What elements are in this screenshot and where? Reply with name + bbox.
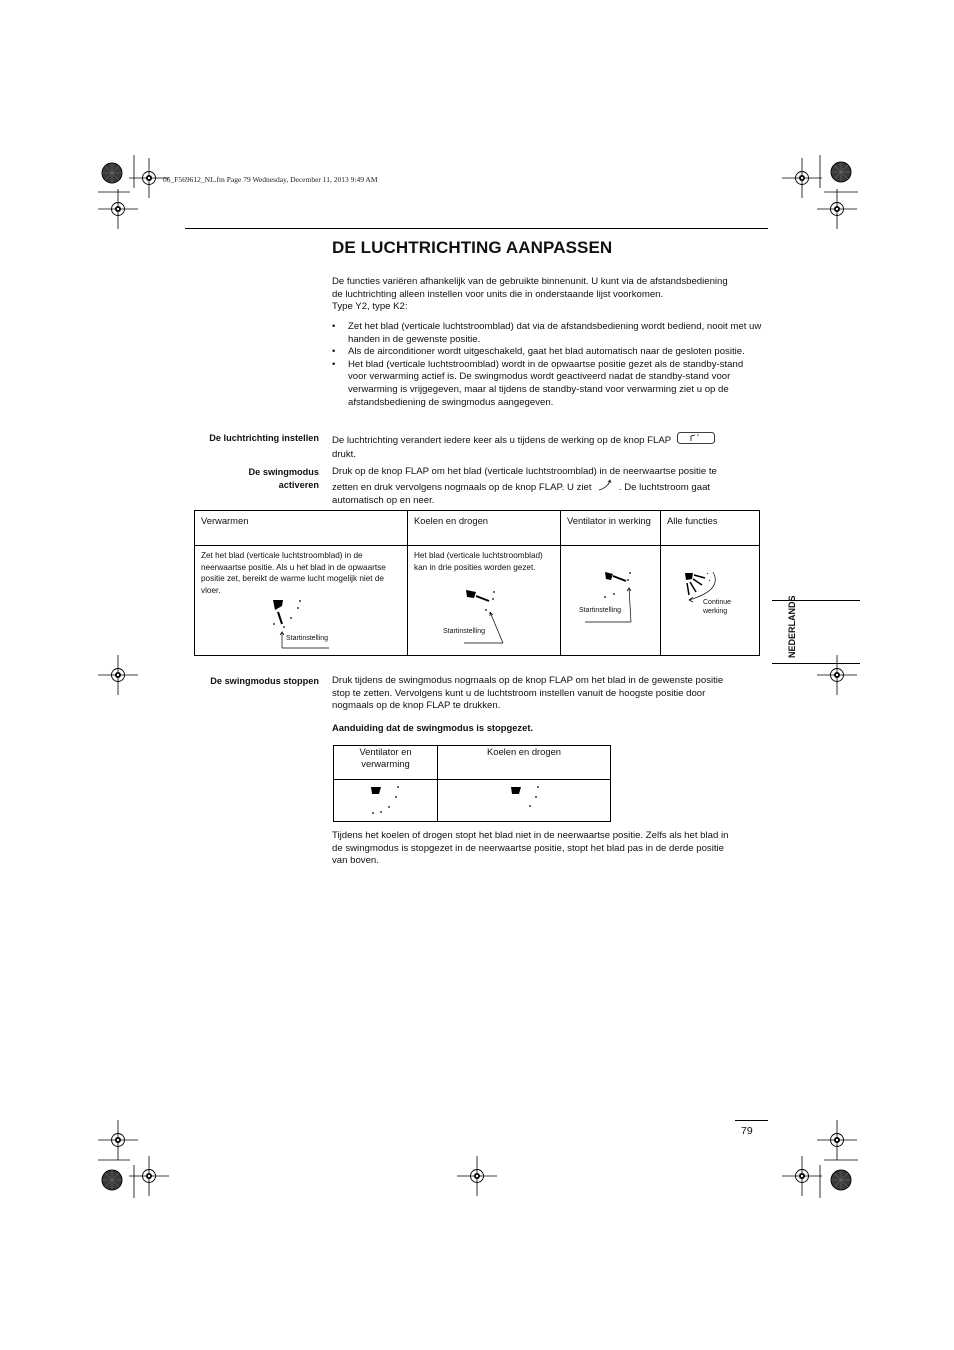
page-number: 79: [741, 1125, 753, 1137]
cell-verwarmen: Zet het blad (verticale luchtstroomblad) in de neerwaartse positie. Als u het blad in de opwaartse positie zet, bereikt de warme lucht mogelijk niet de vloer. Startinstelling: [195, 546, 408, 656]
mode-table: [194, 510, 760, 656]
col-header-ventilator: Ventilator in werking: [567, 515, 651, 526]
start-label: Startinstelling: [579, 607, 622, 614]
language-tab: [772, 600, 860, 664]
fan-vane-figure: [575, 570, 655, 626]
flap-button-icon: [677, 432, 715, 449]
col-header-koelen: Koelen en drogen: [414, 515, 489, 526]
cooling-vane-figure: [464, 588, 544, 650]
top-rule: [185, 228, 768, 229]
cell-koelen: Het blad (verticale luchtstroomblad) kan in drie posities worden gezet. Startinstelling: [408, 546, 561, 656]
print-header: 06_F569612_NL.fm Page 79 Wednesday, December 11, 2013 9:49 AM: [163, 175, 378, 184]
intro-line: de luchtrichting alleen instellen voor units die in onderstaande lijst voorkomen.: [332, 288, 664, 300]
stoppen-paragraph: Druk tijdens de swingmodus nogmaals op de knop FLAP om het blad in de gewenste positie stop te zetten. Vervolgens kunt u de luchtstroom instellen vanuit de hoogste positie door nogmaals op de knop FLAP te drukken.: [332, 675, 724, 712]
intro-line: Type Y2, type K2:: [332, 301, 408, 313]
closing-paragraph: Tijdens het koelen of drogen stopt het blad niet in de neerwaartse positie. Zelfs als het blad in de swingmodus is stopgezet in de neerwaartse positie, stopt het blad pas in de derde positie van boven.: [332, 830, 729, 867]
section-label-stoppen: De swingmodus stoppen: [210, 676, 319, 686]
bullet-item: • Zet het blad (verticale luchtstroomblad) dat via de afstandsbediening wordt bediend, nooit met uw handen in de gewenste positie.: [332, 321, 762, 345]
stop-vane-figure-cooling: [510, 785, 550, 821]
intro-line: De functies variëren afhankelijk van de gebruikte binnenunit. U kunt via de afstandsbediening: [332, 276, 728, 287]
instellen-paragraph: De luchtrichting verandert iedere keer als u tijdens de werking op de knop FLAP drukt.: [332, 432, 762, 461]
stop-col-header-ventilator: Ventilator en verwarming: [334, 746, 438, 780]
cell-ventilator: [561, 546, 661, 656]
stop-cell-ventilator: [334, 780, 438, 822]
page-number-rule: [735, 1120, 768, 1121]
activeren-paragraph: Druk op de knop FLAP om het blad (verticale luchtstroomblad) in de neerwaartse positie te zetten en druk vervolgens nogmaals op de knop FLAP. U ziet . De luchtstroom gaat automatisch op en neer.: [332, 466, 717, 507]
language-tab-label: NEDERLANDS: [787, 595, 797, 658]
stop-col-header-koelen: Koelen en drogen: [438, 746, 611, 780]
heating-vane-figure: [269, 598, 349, 654]
bullet-item: • Het blad (verticale luchtstroomblad) wordt in de opwaartse positie gezet als de standby-stand voor verwarming actief is. De swingmodus wordt geactiveerd nadat de standby-stand voor verwarming is vrijgegeven, maar al tijdens de standby-stand voor verwarming ziet u op de afstandsbediening de swingmodus aangegeven.: [332, 358, 744, 408]
bullet-list: [332, 321, 762, 409]
page-title: DE LUCHTRICHTING AANPASSEN: [332, 238, 613, 257]
section-label-instellen: De luchtrichting instellen: [209, 433, 319, 443]
cell-alle: [661, 546, 760, 656]
continuous-label: Continue werking: [703, 599, 732, 615]
intro-paragraph: [332, 276, 762, 314]
swing-icon: [596, 479, 614, 496]
col-header-alle: Alle functies: [667, 515, 718, 526]
start-label: Startinstelling: [286, 635, 329, 642]
stop-table: [333, 745, 611, 822]
stop-cell-koelen: [438, 780, 611, 822]
section-label-activeren: De swingmodus activeren: [248, 467, 319, 490]
start-label: Startinstelling: [443, 628, 486, 635]
bullet-item: • Als de airconditioner wordt uitgeschakeld, gaat het blad automatisch naar de gesloten positie.: [332, 346, 745, 358]
stop-subheading: Aanduiding dat de swingmodus is stopgezet.: [332, 722, 534, 733]
stop-vane-figure-fan: [370, 785, 410, 821]
col-header-verwarmen: Verwarmen: [201, 515, 249, 526]
